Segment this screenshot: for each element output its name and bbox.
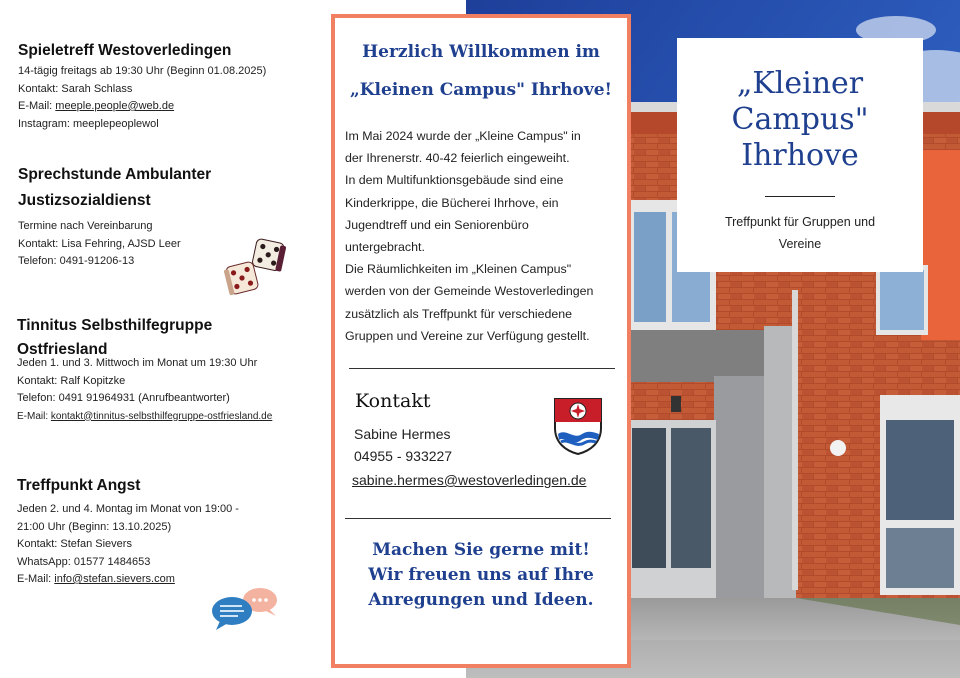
section-angst xyxy=(17,473,239,589)
kontakt-email-link[interactable]: sabine.hermes@westoverledingen.de xyxy=(352,472,587,488)
intro-text xyxy=(345,125,625,347)
left-panel xyxy=(0,0,330,678)
phone-text: Telefon: 0491-91206-13 xyxy=(18,255,135,267)
section-title-1: Sprechstunde Ambulanter xyxy=(18,166,212,183)
section-title: Treffpunkt Angst xyxy=(17,477,141,494)
instagram-text: Instagram: meeplepeoplewol xyxy=(18,117,159,130)
whatsapp-text: WhatsApp: 01577 1484653 xyxy=(17,555,151,568)
kontakt-heading: Kontakt xyxy=(355,390,431,412)
cover-title-line-2: Campus" xyxy=(731,102,869,137)
cover-divider xyxy=(765,196,835,197)
section-spieletreff xyxy=(18,38,266,133)
closing-line-3: Anregungen und Ideen. xyxy=(368,590,594,610)
email-link[interactable]: info@stefan.sievers.com xyxy=(54,573,175,585)
intro-line: Im Mai 2024 wurde der „Kleine Campus" in xyxy=(345,129,581,143)
divider xyxy=(345,518,611,519)
schedule-text-1: Jeden 2. und 4. Montag im Monat von 19:00 - xyxy=(17,503,239,515)
email-link[interactable]: meeple.people@web.de xyxy=(55,100,175,112)
coat-of-arms-icon xyxy=(552,396,604,456)
intro-line: In dem Multifunktionsgebäude sind eine xyxy=(345,173,564,188)
section-ajsd xyxy=(18,162,211,271)
intro-line: werden von der Gemeinde Westoverledingen xyxy=(345,284,594,299)
dice-icon xyxy=(222,236,288,298)
schedule-text: Jeden 1. und 3. Mittwoch im Monat um 19:30 Uhr xyxy=(17,357,258,369)
cover-subtitle-line-2: Vereine xyxy=(778,237,822,251)
cover-card xyxy=(677,38,923,272)
intro-line: Gruppen und Vereine zur Verfügung gestellt. xyxy=(345,328,590,343)
contact-text: Kontakt: Ralf Kopitzke xyxy=(17,374,126,387)
cover-subtitle-line-1: Treffpunkt für Gruppen und xyxy=(724,215,876,229)
intro-line: Kinderkrippe, die Bücherei Ihrhove, ein xyxy=(345,195,559,210)
section-title-2: Ostfriesland xyxy=(17,341,108,358)
email-label: E-Mail: xyxy=(17,573,55,585)
contact-text: Kontakt: Stefan Sievers xyxy=(17,538,132,550)
section-title: Spieletreff Westoverledingen xyxy=(18,42,232,59)
section-tinnitus xyxy=(17,313,272,425)
intro-line: Jugendtreff und ein Seniorenbüro xyxy=(345,217,529,232)
appointment-text: Termine nach Vereinbarung xyxy=(18,220,153,232)
intro-line: der Ihrenerstr. 40-42 feierlich eingeweiht. xyxy=(345,151,570,166)
kontakt-name: Sabine Hermes xyxy=(354,426,451,442)
email-line xyxy=(17,408,272,426)
intro-line: Die Räumlichkeiten im „Kleinen Campus" xyxy=(345,262,572,277)
section-title-1: Tinnitus Selbsthilfegruppe xyxy=(17,317,213,334)
middle-panel xyxy=(331,14,631,668)
cover-subtitle xyxy=(677,211,923,255)
closing-line-2: Wir freuen uns auf Ihre xyxy=(368,565,594,585)
schedule-text-2: 21:00 Uhr (Beginn: 13.10.2025) xyxy=(17,520,172,533)
welcome-title-1: Herzlich Willkommen im xyxy=(362,42,600,62)
cover-title-line-1: „Kleiner xyxy=(736,66,864,101)
chat-bubbles-icon xyxy=(210,586,280,634)
kontakt-phone: 04955 - 933227 xyxy=(354,448,453,464)
email-line xyxy=(18,98,266,116)
email-line xyxy=(17,571,239,589)
cover-title xyxy=(677,66,923,174)
intro-line: zusätzlich als Treffpunkt für verschiedene xyxy=(345,306,573,321)
intro-line: untergebracht. xyxy=(345,240,425,255)
phone-text: Telefon: 0491 91964931 (Anrufbeantworter) xyxy=(17,392,230,404)
welcome-title-2: „Kleinen Campus" Ihrhove! xyxy=(350,80,612,100)
divider xyxy=(349,368,615,369)
schedule-text: 14-tägig freitags ab 19:30 Uhr (Beginn 01.08.2025) xyxy=(18,65,267,77)
section-title-2: Justizsozialdienst xyxy=(18,192,151,209)
contact-text: Kontakt: Sarah Schlass xyxy=(18,82,133,95)
email-label: E-Mail: xyxy=(17,410,51,422)
email-label: E-Mail: xyxy=(18,100,56,112)
email-link[interactable]: kontakt@tinnitus-selbsthilfegruppe-ostfriesland.de xyxy=(50,410,273,422)
closing-line-1: Machen Sie gerne mit! xyxy=(372,540,590,560)
cover-title-line-3: Ihrhove xyxy=(741,138,859,173)
contact-text: Kontakt: Lisa Fehring, AJSD Leer xyxy=(18,237,181,250)
